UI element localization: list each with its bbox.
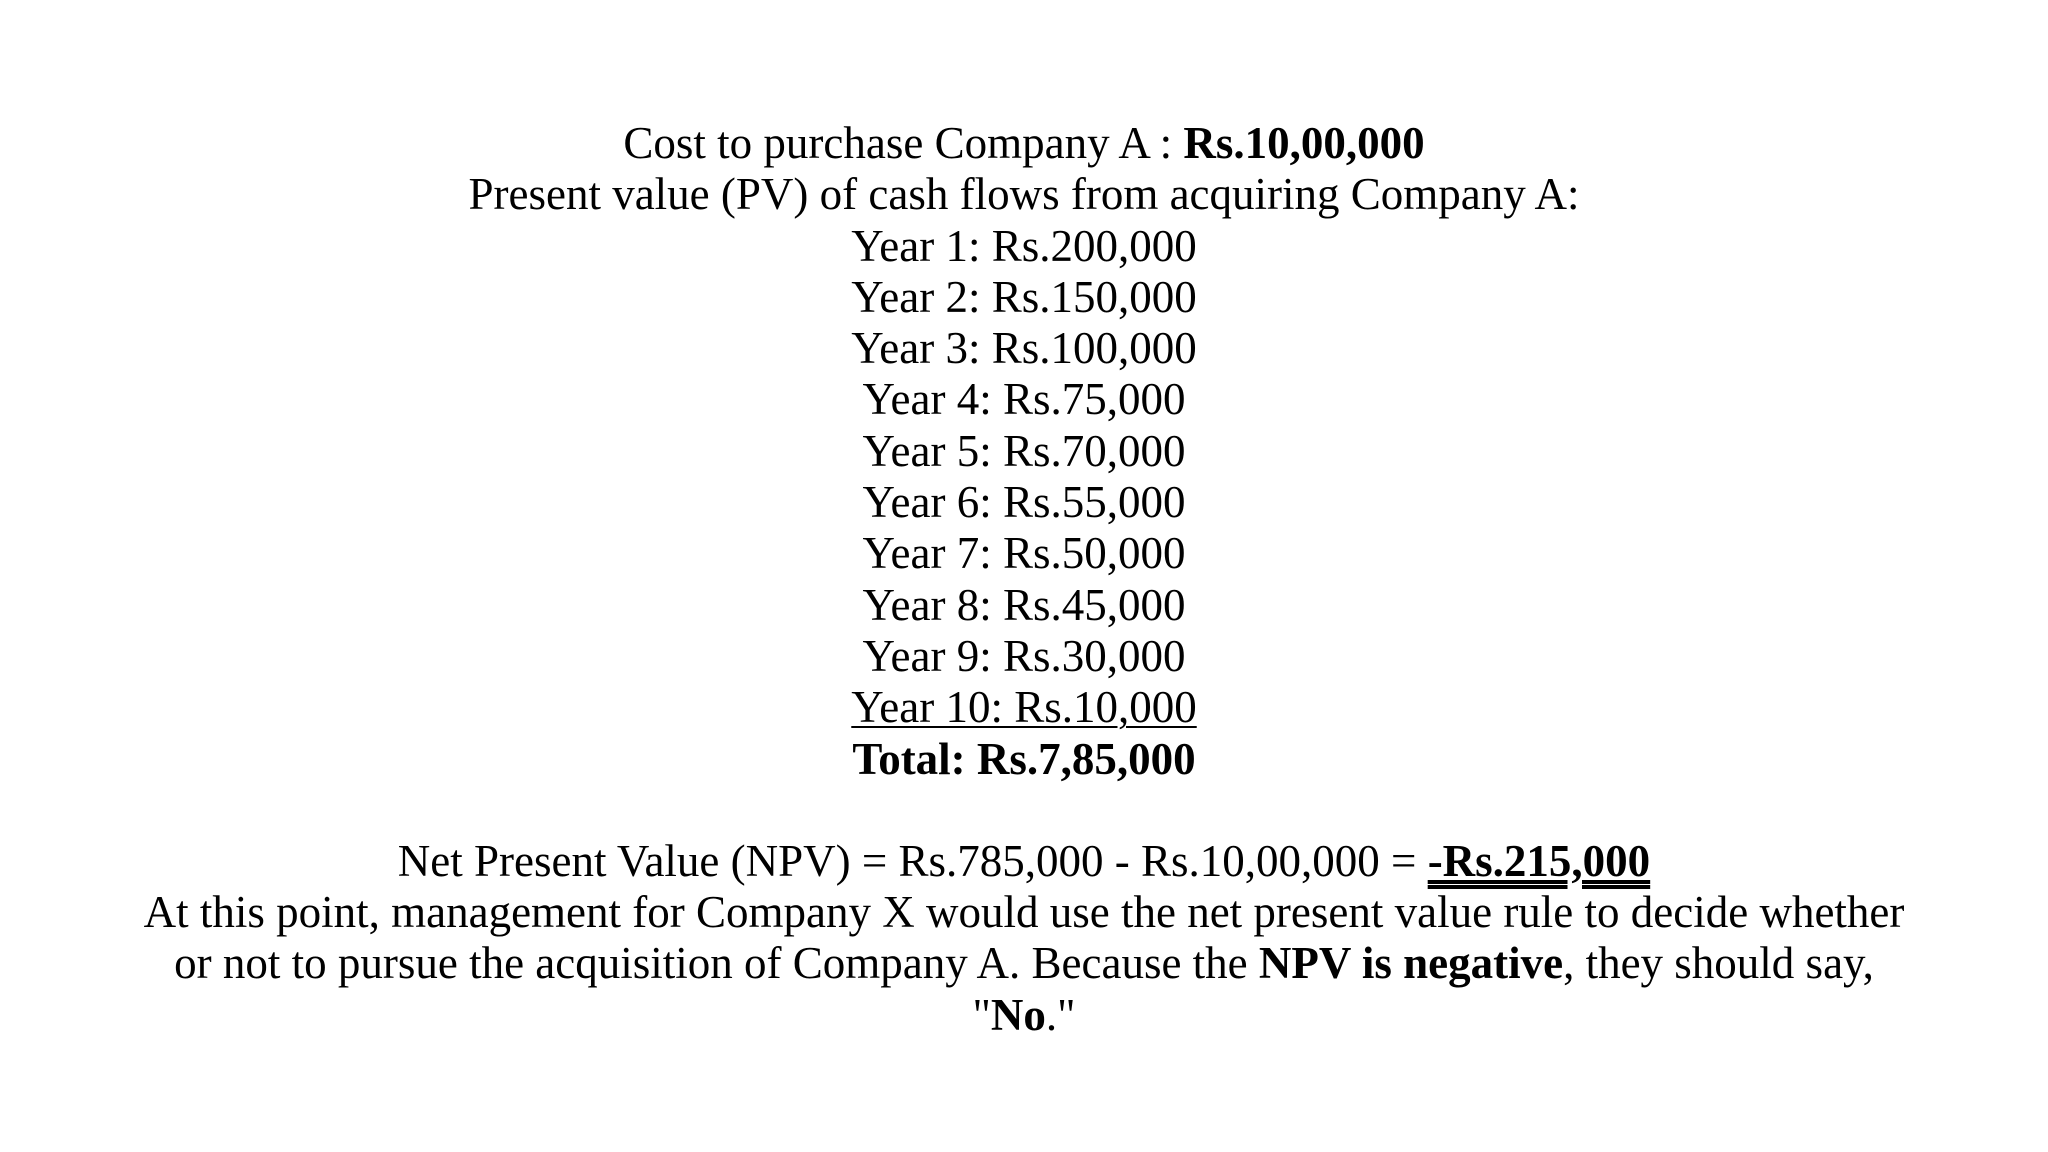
total-line: Total: Rs.7,85,000 — [852, 733, 1196, 784]
year-10-text: Year 10: Rs.10,000 — [851, 682, 1197, 733]
year-1-line: Year 1: Rs.200,000 — [851, 220, 1197, 271]
year-2-line: Year 2: Rs.150,000 — [851, 271, 1197, 322]
year-6-line: Year 6: Rs.55,000 — [862, 477, 1186, 528]
conclusion-npv-negative: NPV is negative — [1258, 938, 1564, 989]
cost-label: Cost to purchase Company A : — [623, 118, 1184, 168]
conclusion-no: No — [990, 989, 1046, 1040]
year-7-line: Year 7: Rs.50,000 — [862, 528, 1186, 579]
conclusion-paragraph — [124, 887, 1924, 1041]
year-4-line: Year 4: Rs.75,000 — [862, 374, 1186, 425]
npv-formula: Net Present Value (NPV) = Rs.785,000 - Rs.10,00,000 = — [397, 835, 1428, 886]
pv-heading: Present value (PV) of cash flows from acquiring Company A: — [468, 169, 1580, 220]
conclusion-part-2: , they should say, " — [972, 938, 1874, 1040]
conclusion-part-3: ." — [1045, 989, 1076, 1040]
npv-line — [0, 836, 2048, 887]
cost-value: Rs.10,00,000 — [1183, 118, 1425, 168]
year-8-line: Year 8: Rs.45,000 — [862, 579, 1186, 630]
cost-line — [0, 118, 2048, 169]
spacer — [0, 785, 2048, 836]
npv-result: -Rs.215,000 — [1427, 835, 1651, 886]
document-body — [0, 118, 2048, 1041]
year-5-line: Year 5: Rs.70,000 — [862, 425, 1186, 476]
year-3-line: Year 3: Rs.100,000 — [851, 323, 1197, 374]
year-9-line: Year 9: Rs.30,000 — [862, 630, 1186, 681]
year-10-line — [0, 682, 2048, 733]
conclusion-part-1: At this point, management for Company X would use the net present value rule to decide whether or not to pursue the acquisition of Company A. Because the — [143, 887, 1905, 989]
